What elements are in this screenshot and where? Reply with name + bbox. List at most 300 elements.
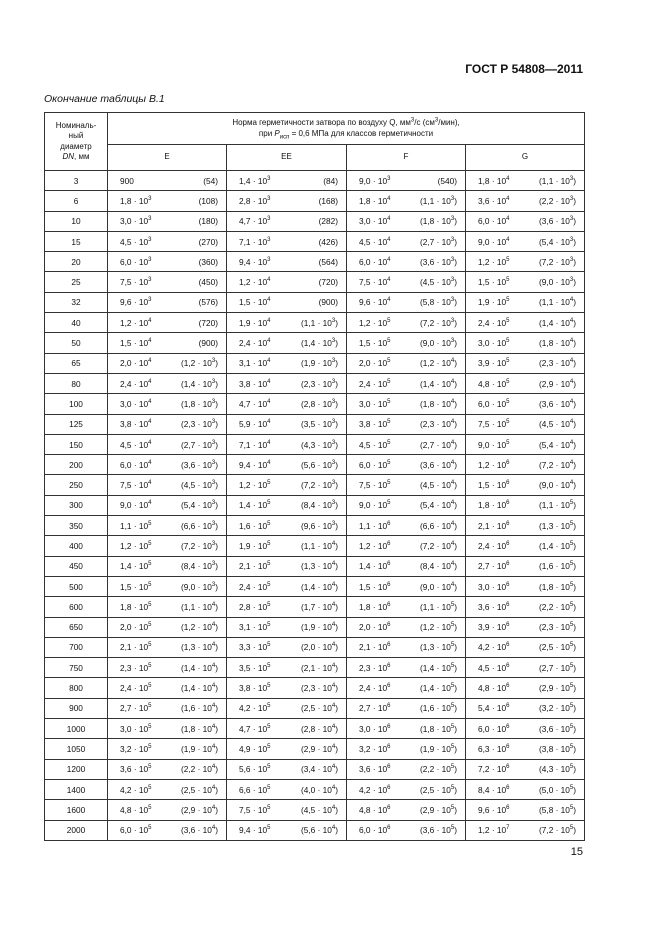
table-row — [45, 739, 585, 759]
mm3-per-s-value: $3,0 \cdot 10^5$ — [359, 398, 391, 409]
value-cell — [466, 759, 585, 779]
table-row — [45, 576, 585, 596]
value-cell — [466, 394, 585, 414]
table-row — [45, 252, 585, 272]
value-cell — [466, 333, 585, 353]
value-cell — [227, 475, 347, 495]
cm3-per-min-value: $(4,5 \cdot 10^3)$ — [180, 480, 218, 491]
value-cell — [347, 191, 466, 211]
value-cell — [347, 272, 466, 292]
mm3-per-s-value: $1,4 \cdot 10^5$ — [120, 561, 152, 572]
value-cell — [466, 373, 585, 393]
cm3-per-min-value: $(1,9 \cdot 10^5)$ — [419, 743, 457, 754]
table-row — [45, 597, 585, 617]
value-cell — [108, 516, 227, 536]
cm3-per-min-value: (54) — [203, 175, 218, 186]
mm3-per-s-value: $1,2 \cdot 10^4$ — [239, 277, 271, 288]
table-row — [45, 495, 585, 515]
value-cell — [227, 800, 347, 820]
mm3-per-s-value: $2,7 \cdot 10^5$ — [120, 703, 152, 714]
cm3-per-min-value: $(2,3 \cdot 10^4)$ — [300, 683, 338, 694]
cm3-per-min-value: $(9,0 \cdot 10^4)$ — [419, 581, 457, 592]
class-header-ee: EE — [227, 145, 347, 171]
value-cell — [347, 434, 466, 454]
dn-cell: 32 — [45, 292, 108, 312]
mm3-per-s-value: $2,4 \cdot 10^6$ — [478, 540, 510, 551]
cm3-per-min-value: $(7,2 \cdot 10^3)$ — [539, 256, 577, 267]
cm3-per-min-value: (180) — [198, 216, 218, 227]
mm3-per-s-value: $2,7 \cdot 10^6$ — [359, 703, 391, 714]
value-cell — [466, 576, 585, 596]
cm3-per-min-value: $(1,4 \cdot 10^4)$ — [300, 581, 338, 592]
value-cell — [347, 516, 466, 536]
value-cell — [466, 719, 585, 739]
value-cell — [466, 779, 585, 799]
value-cell — [108, 617, 227, 637]
mm3-per-s-value: $3,2 \cdot 10^5$ — [120, 743, 152, 754]
dn-cell: 40 — [45, 313, 108, 333]
mm3-per-s-value: $7,1 \cdot 10^4$ — [239, 439, 271, 450]
mm3-per-s-value: $6,0 \cdot 10^3$ — [120, 256, 152, 267]
mm3-per-s-value: $1,1 \cdot 10^5$ — [120, 520, 152, 531]
mm3-per-s-value: $9,0 \cdot 10^4$ — [120, 500, 152, 511]
mm3-per-s-value: $3,0 \cdot 10^4$ — [120, 398, 152, 409]
cm3-per-min-value: $(9,0 \cdot 10^3)$ — [419, 338, 457, 349]
dn-column-header: Номиналь- ный диаметр DN, мм — [45, 113, 108, 171]
cm3-per-min-value: $(1,2 \cdot 10^5)$ — [419, 622, 457, 633]
value-cell — [347, 313, 466, 333]
value-cell — [227, 658, 347, 678]
value-cell — [347, 719, 466, 739]
dn-cell: 3 — [45, 171, 108, 191]
cm3-per-min-value: (270) — [198, 236, 218, 247]
cm3-per-min-value: (426) — [318, 236, 338, 247]
cm3-per-min-value: $(3,8 \cdot 10^5)$ — [539, 743, 577, 754]
dn-cell: 50 — [45, 333, 108, 353]
cm3-per-min-value: $(4,5 \cdot 10^4)$ — [419, 480, 457, 491]
cm3-per-min-value: $(2,9 \cdot 10^4)$ — [300, 743, 338, 754]
value-cell — [108, 576, 227, 596]
mm3-per-s-value: $1,2 \cdot 10^5$ — [239, 480, 271, 491]
value-cell — [347, 373, 466, 393]
cm3-per-min-value: $(3,2 \cdot 10^5)$ — [539, 703, 577, 714]
value-cell — [108, 211, 227, 231]
dn-cell: 15 — [45, 231, 108, 251]
mm3-per-s-value: $1,9 \cdot 10^5$ — [239, 540, 271, 551]
value-cell — [466, 455, 585, 475]
cm3-per-min-value: $(2,7 \cdot 10^3)$ — [419, 236, 457, 247]
mm3-per-s-value: $9,6 \cdot 10^4$ — [359, 297, 391, 308]
cm3-per-min-value: $(1,4 \cdot 10^4)$ — [180, 662, 218, 673]
value-cell — [227, 171, 347, 191]
dn-cell: 20 — [45, 252, 108, 272]
mm3-per-s-value: $2,1 \cdot 10^5$ — [239, 561, 271, 572]
cm3-per-min-value: $(1,3 \cdot 10^5)$ — [419, 642, 457, 653]
value-cell — [227, 211, 347, 231]
value-cell — [108, 759, 227, 779]
value-cell — [227, 576, 347, 596]
cm3-per-min-value: $(7,2 \cdot 10^3)$ — [180, 540, 218, 551]
value-cell — [466, 353, 585, 373]
value-cell — [108, 455, 227, 475]
value-cell — [347, 475, 466, 495]
table-row — [45, 536, 585, 556]
mm3-per-s-value: $2,1 \cdot 10^5$ — [120, 642, 152, 653]
cm3-per-min-value: $(9,0 \cdot 10^3)$ — [180, 581, 218, 592]
mm3-per-s-value: $3,0 \cdot 10^6$ — [478, 581, 510, 592]
cm3-per-min-value: $(7,2 \cdot 10^3)$ — [300, 480, 338, 491]
cm3-per-min-value: $(2,7 \cdot 10^4)$ — [419, 439, 457, 450]
cm3-per-min-value: $(1,4 \cdot 10^5)$ — [539, 540, 577, 551]
cm3-per-min-value: $(1,7 \cdot 10^4)$ — [300, 601, 338, 612]
mm3-per-s-value: $2,8 \cdot 10^5$ — [239, 601, 271, 612]
mm3-per-s-value: $9,4 \cdot 10^5$ — [239, 825, 271, 836]
mm3-per-s-value: $6,0 \cdot 10^6$ — [478, 723, 510, 734]
cm3-per-min-value: $(1,1 \cdot 10^4)$ — [300, 540, 338, 551]
mm3-per-s-value: $1,2 \cdot 10^4$ — [120, 317, 152, 328]
value-cell — [227, 719, 347, 739]
value-cell — [108, 678, 227, 698]
value-cell — [227, 272, 347, 292]
mm3-per-s-value: $1,2 \cdot 10^6$ — [478, 459, 510, 470]
mm3-per-s-value: $1,2 \cdot 10^5$ — [359, 317, 391, 328]
cm3-per-min-value: $(8,4 \cdot 10^3)$ — [180, 561, 218, 572]
value-cell — [347, 292, 466, 312]
mm3-per-s-value: $1,5 \cdot 10^4$ — [120, 338, 152, 349]
cm3-per-min-value: $(6,6 \cdot 10^4)$ — [419, 520, 457, 531]
mm3-per-s-value: $2,4 \cdot 10^5$ — [239, 581, 271, 592]
value-cell — [466, 658, 585, 678]
table-row — [45, 698, 585, 718]
table-row — [45, 333, 585, 353]
mm3-per-s-value: $6,0 \cdot 10^4$ — [359, 256, 391, 267]
cm3-per-min-value: $(6,6 \cdot 10^3)$ — [180, 520, 218, 531]
value-cell — [347, 556, 466, 576]
cm3-per-min-value: $(2,3 \cdot 10^5)$ — [539, 622, 577, 633]
cm3-per-min-value: $(1,4 \cdot 10^5)$ — [419, 683, 457, 694]
table-row — [45, 211, 585, 231]
cm3-per-min-value: $(4,5 \cdot 10^3)$ — [419, 277, 457, 288]
cm3-per-min-value: $(1,8 \cdot 10^4)$ — [539, 338, 577, 349]
table-row — [45, 719, 585, 739]
cm3-per-min-value: (108) — [198, 195, 218, 206]
cm3-per-min-value: $(5,4 \cdot 10^4)$ — [419, 500, 457, 511]
cm3-per-min-value: $(1,4 \cdot 10^4)$ — [419, 378, 457, 389]
value-cell — [108, 800, 227, 820]
table-row — [45, 779, 585, 799]
cm3-per-min-value: $(1,4 \cdot 10^3)$ — [180, 378, 218, 389]
value-cell — [347, 171, 466, 191]
value-cell — [227, 556, 347, 576]
cm3-per-min-value: (564) — [318, 256, 338, 267]
class-header-g: G — [466, 145, 585, 171]
mm3-per-s-value: $6,0 \cdot 10^4$ — [120, 459, 152, 470]
cm3-per-min-value: $(4,3 \cdot 10^3)$ — [300, 439, 338, 450]
mm3-per-s-value: $3,9 \cdot 10^5$ — [478, 358, 510, 369]
value-cell — [108, 779, 227, 799]
mm3-per-s-value: $3,0 \cdot 10^4$ — [359, 216, 391, 227]
mm3-per-s-value: $9,0 \cdot 10^4$ — [478, 236, 510, 247]
value-cell — [227, 617, 347, 637]
value-cell — [347, 414, 466, 434]
standard-designation: ГОСТ Р 54808—2011 — [465, 62, 583, 76]
cm3-per-min-value: $(3,6 \cdot 10^4)$ — [419, 459, 457, 470]
value-cell — [227, 252, 347, 272]
mm3-per-s-value: $4,2 \cdot 10^6$ — [359, 784, 391, 795]
value-cell — [108, 719, 227, 739]
cm3-per-min-value: $(1,2 \cdot 10^3)$ — [180, 358, 218, 369]
table-row — [45, 292, 585, 312]
cm3-per-min-value: $(1,4 \cdot 10^3)$ — [300, 338, 338, 349]
mm3-per-s-value: $3,8 \cdot 10^5$ — [359, 419, 391, 430]
cm3-per-min-value: $(1,8 \cdot 10^5)$ — [539, 581, 577, 592]
value-cell — [108, 637, 227, 657]
cm3-per-min-value: $(1,9 \cdot 10^4)$ — [180, 743, 218, 754]
mm3-per-s-value: $9,0 \cdot 10^5$ — [478, 439, 510, 450]
dn-cell: 400 — [45, 536, 108, 556]
cm3-per-min-value: $(2,7 \cdot 10^5)$ — [539, 662, 577, 673]
value-cell — [466, 617, 585, 637]
cm3-per-min-value: (540) — [437, 175, 457, 186]
mm3-per-s-value: $3,3 \cdot 10^5$ — [239, 642, 271, 653]
value-cell — [347, 678, 466, 698]
mm3-per-s-value: $6,6 \cdot 10^5$ — [239, 784, 271, 795]
mm3-per-s-value: $6,0 \cdot 10^6$ — [359, 825, 391, 836]
cm3-per-min-value: $(1,3 \cdot 10^5)$ — [539, 520, 577, 531]
mm3-per-s-value: $3,6 \cdot 10^5$ — [120, 764, 152, 775]
cm3-per-min-value: $(1,8 \cdot 10^4)$ — [180, 723, 218, 734]
mm3-per-s-value: $2,7 \cdot 10^6$ — [478, 561, 510, 572]
value-cell — [227, 779, 347, 799]
cm3-per-min-value: (360) — [198, 256, 218, 267]
mm3-per-s-value: $1,8 \cdot 10^4$ — [478, 175, 510, 186]
mm3-per-s-value: $6,0 \cdot 10^5$ — [478, 398, 510, 409]
value-cell — [227, 516, 347, 536]
value-cell — [108, 475, 227, 495]
mm3-per-s-value: $1,5 \cdot 10^4$ — [239, 297, 271, 308]
value-cell — [227, 373, 347, 393]
mm3-per-s-value: $1,5 \cdot 10^5$ — [359, 338, 391, 349]
value-cell — [227, 759, 347, 779]
table-row — [45, 353, 585, 373]
value-cell — [466, 313, 585, 333]
value-cell — [108, 820, 227, 840]
table-row — [45, 800, 585, 820]
cm3-per-min-value: $(5,4 \cdot 10^4)$ — [539, 439, 577, 450]
cm3-per-min-value: $(9,0 \cdot 10^4)$ — [539, 480, 577, 491]
value-cell — [466, 211, 585, 231]
mm3-per-s-value: $2,0 \cdot 10^5$ — [120, 622, 152, 633]
cm3-per-min-value: $(5,6 \cdot 10^4)$ — [300, 825, 338, 836]
cm3-per-min-value: $(1,1 \cdot 10^3)$ — [539, 175, 577, 186]
cm3-per-min-value: $(1,3 \cdot 10^4)$ — [180, 642, 218, 653]
cm3-per-min-value: $(3,6 \cdot 10^5)$ — [419, 825, 457, 836]
table-row — [45, 373, 585, 393]
value-cell — [227, 231, 347, 251]
mm3-per-s-value: $4,8 \cdot 10^5$ — [120, 804, 152, 815]
mm3-per-s-value: $4,5 \cdot 10^5$ — [359, 439, 391, 450]
mm3-per-s-value: $1,8 \cdot 10^5$ — [120, 601, 152, 612]
table-row — [45, 516, 585, 536]
value-cell — [108, 191, 227, 211]
cm3-per-min-value: (720) — [198, 317, 218, 328]
dn-cell: 150 — [45, 434, 108, 454]
value-cell — [108, 495, 227, 515]
dn-cell: 700 — [45, 637, 108, 657]
mm3-per-s-value: $1,5 \cdot 10^6$ — [478, 480, 510, 491]
cm3-per-min-value: (720) — [318, 277, 338, 288]
cm3-per-min-value: $(2,3 \cdot 10^4)$ — [539, 358, 577, 369]
mm3-per-s-value: $3,0 \cdot 10^6$ — [359, 723, 391, 734]
mm3-per-s-value: $2,3 \cdot 10^6$ — [359, 662, 391, 673]
value-cell — [466, 475, 585, 495]
cm3-per-min-value: (84) — [323, 175, 338, 186]
cm3-per-min-value: (168) — [318, 195, 338, 206]
value-cell — [227, 637, 347, 657]
table-row — [45, 475, 585, 495]
mm3-per-s-value: $6,0 \cdot 10^4$ — [478, 216, 510, 227]
value-cell — [108, 252, 227, 272]
mm3-per-s-value: $3,1 \cdot 10^4$ — [239, 358, 271, 369]
value-cell — [347, 455, 466, 475]
mm3-per-s-value: $4,2 \cdot 10^6$ — [478, 642, 510, 653]
page-number: 15 — [570, 846, 583, 858]
value-cell — [108, 556, 227, 576]
table-row — [45, 414, 585, 434]
cm3-per-min-value: $(1,1 \cdot 10^3)$ — [300, 317, 338, 328]
cm3-per-min-value: $(8,4 \cdot 10^3)$ — [300, 500, 338, 511]
value-cell — [347, 800, 466, 820]
mm3-per-s-value: $3,8 \cdot 10^4$ — [120, 419, 152, 430]
value-cell — [466, 414, 585, 434]
mm3-per-s-value: $3,5 \cdot 10^5$ — [239, 662, 271, 673]
value-cell — [108, 231, 227, 251]
dn-cell: 200 — [45, 455, 108, 475]
value-cell — [347, 576, 466, 596]
dn-cell: 500 — [45, 576, 108, 596]
cm3-per-min-value: $(2,0 \cdot 10^4)$ — [300, 642, 338, 653]
cm3-per-min-value: $(3,6 \cdot 10^3)$ — [180, 459, 218, 470]
value-cell — [466, 597, 585, 617]
mm3-per-s-value: $1,4 \cdot 10^5$ — [239, 500, 271, 511]
value-cell — [466, 252, 585, 272]
mm3-per-s-value: $7,5 \cdot 10^3$ — [120, 277, 152, 288]
value-cell — [227, 313, 347, 333]
mm3-per-s-value: $1,5 \cdot 10^5$ — [478, 277, 510, 288]
mm3-per-s-value: $1,4 \cdot 10^6$ — [359, 561, 391, 572]
dn-cell: 125 — [45, 414, 108, 434]
table-row — [45, 678, 585, 698]
dn-cell: 300 — [45, 495, 108, 515]
value-cell — [347, 658, 466, 678]
value-cell — [227, 536, 347, 556]
value-cell — [347, 394, 466, 414]
cm3-per-min-value: $(2,3 \cdot 10^3)$ — [300, 378, 338, 389]
value-cell — [347, 252, 466, 272]
cm3-per-min-value: $(2,2 \cdot 10^5)$ — [419, 764, 457, 775]
mm3-per-s-value: $4,7 \cdot 10^4$ — [239, 398, 271, 409]
value-cell — [108, 333, 227, 353]
mm3-per-s-value: $1,8 \cdot 10^6$ — [359, 601, 391, 612]
cm3-per-min-value: $(1,6 \cdot 10^5)$ — [539, 561, 577, 572]
cm3-per-min-value: $(2,3 \cdot 10^3)$ — [180, 419, 218, 430]
dn-cell: 2000 — [45, 820, 108, 840]
mm3-per-s-value: $2,4 \cdot 10^5$ — [359, 378, 391, 389]
dn-cell: 1000 — [45, 719, 108, 739]
value-cell — [347, 211, 466, 231]
cm3-per-min-value: (900) — [198, 338, 218, 349]
cm3-per-min-value: $(2,2 \cdot 10^4)$ — [180, 764, 218, 775]
table-row — [45, 272, 585, 292]
cm3-per-min-value: $(9,6 \cdot 10^3)$ — [300, 520, 338, 531]
table-row — [45, 637, 585, 657]
cm3-per-min-value: $(1,3 \cdot 10^4)$ — [300, 561, 338, 572]
mm3-per-s-value: $2,4 \cdot 10^5$ — [120, 683, 152, 694]
cm3-per-min-value: $(5,6 \cdot 10^3)$ — [300, 459, 338, 470]
dn-cell: 6 — [45, 191, 108, 211]
dn-cell: 1400 — [45, 779, 108, 799]
value-cell — [108, 597, 227, 617]
mm3-per-s-value: $1,9 \cdot 10^5$ — [478, 297, 510, 308]
value-cell — [227, 414, 347, 434]
cm3-per-min-value: $(4,3 \cdot 10^5)$ — [539, 764, 577, 775]
value-cell — [227, 678, 347, 698]
mm3-per-s-value: $4,8 \cdot 10^6$ — [478, 683, 510, 694]
dn-cell: 900 — [45, 698, 108, 718]
mm3-per-s-value: $1,2 \cdot 10^5$ — [478, 256, 510, 267]
value-cell — [466, 637, 585, 657]
table-row — [45, 658, 585, 678]
mm3-per-s-value: $2,0 \cdot 10^5$ — [359, 358, 391, 369]
mm3-per-s-value: $6,0 \cdot 10^5$ — [359, 459, 391, 470]
value-cell — [108, 313, 227, 333]
cm3-per-min-value: $(2,8 \cdot 10^3)$ — [300, 398, 338, 409]
mm3-per-s-value: $3,0 \cdot 10^5$ — [478, 338, 510, 349]
mm3-per-s-value: 900 — [120, 175, 134, 186]
cm3-per-min-value: $(1,8 \cdot 10^3)$ — [180, 398, 218, 409]
mm3-per-s-value: $1,8 \cdot 10^3$ — [120, 195, 152, 206]
mm3-per-s-value: $2,1 \cdot 10^6$ — [359, 642, 391, 653]
value-cell — [347, 617, 466, 637]
cm3-per-min-value: $(1,1 \cdot 10^3)$ — [419, 195, 457, 206]
mm3-per-s-value: $1,2 \cdot 10^7$ — [478, 825, 510, 836]
cm3-per-min-value: $(2,9 \cdot 10^5)$ — [419, 804, 457, 815]
mm3-per-s-value: $6,0 \cdot 10^5$ — [120, 825, 152, 836]
mm3-per-s-value: $4,5 \cdot 10^4$ — [359, 236, 391, 247]
cm3-per-min-value: $(2,9 \cdot 10^4)$ — [180, 804, 218, 815]
mm3-per-s-value: $3,6 \cdot 10^4$ — [478, 195, 510, 206]
mm3-per-s-value: $1,4 \cdot 10^3$ — [239, 175, 271, 186]
cm3-per-min-value: $(2,5 \cdot 10^5)$ — [419, 784, 457, 795]
dn-cell: 250 — [45, 475, 108, 495]
cm3-per-min-value: $(5,0 \cdot 10^5)$ — [539, 784, 577, 795]
value-cell — [227, 698, 347, 718]
mm3-per-s-value: $1,2 \cdot 10^5$ — [120, 540, 152, 551]
cm3-per-min-value: $(3,4 \cdot 10^4)$ — [300, 764, 338, 775]
value-cell — [466, 434, 585, 454]
dn-cell: 800 — [45, 678, 108, 698]
value-cell — [347, 698, 466, 718]
mm3-per-s-value: $7,5 \cdot 10^5$ — [359, 480, 391, 491]
dn-cell: 65 — [45, 353, 108, 373]
cm3-per-min-value: $(1,9 \cdot 10^4)$ — [300, 622, 338, 633]
cm3-per-min-value: $(5,8 \cdot 10^3)$ — [419, 297, 457, 308]
mm3-per-s-value: $7,5 \cdot 10^5$ — [478, 419, 510, 430]
table-row — [45, 556, 585, 576]
table-row — [45, 820, 585, 840]
dn-cell: 100 — [45, 394, 108, 414]
cm3-per-min-value: $(2,2 \cdot 10^3)$ — [539, 195, 577, 206]
